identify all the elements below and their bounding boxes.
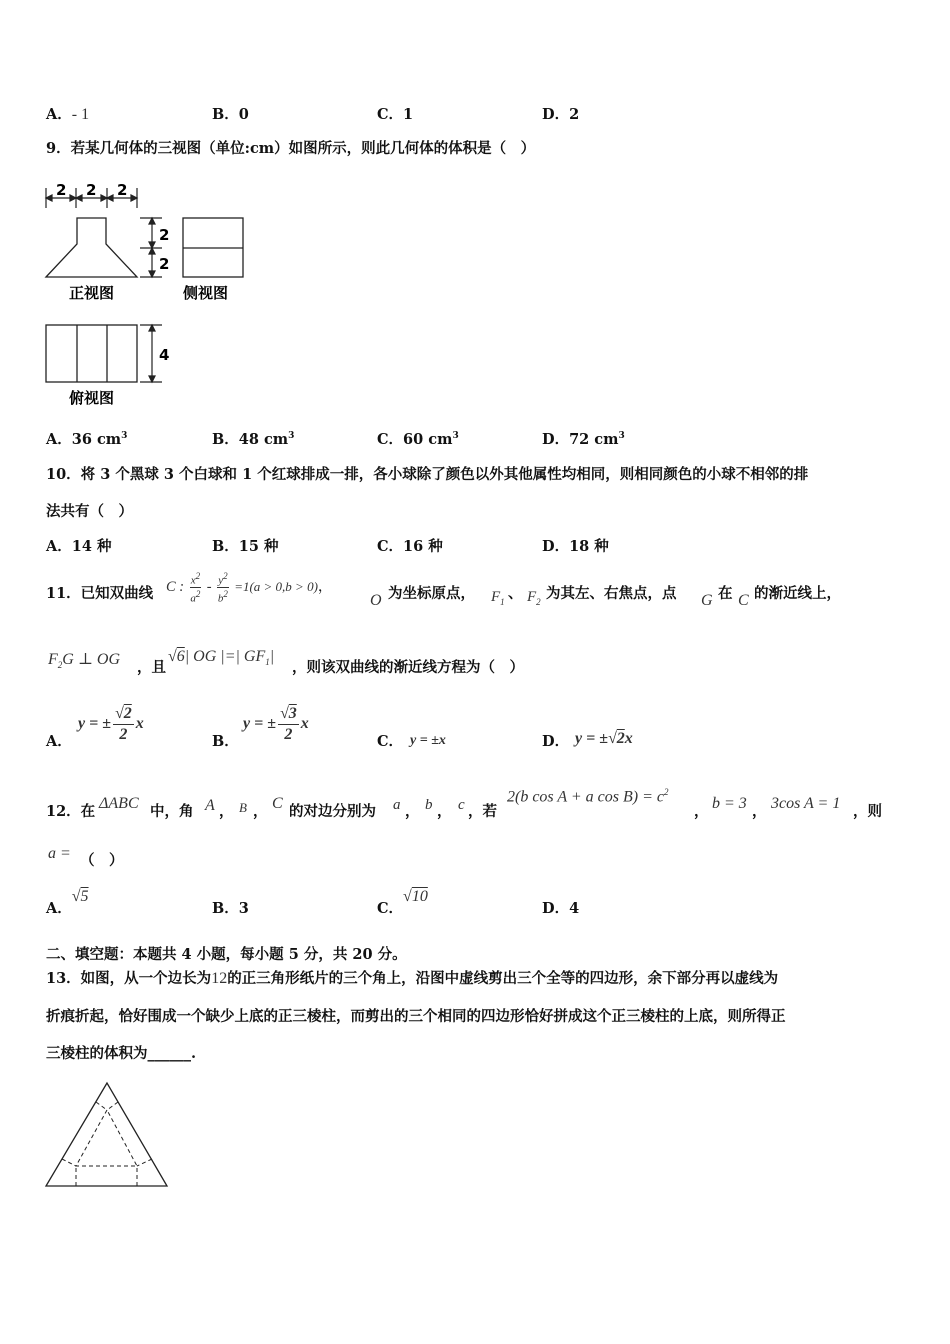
q9-option-d: D．72 $cm^3$ bbox=[542, 431, 625, 448]
q10-stem-line2: 法共有（ ） bbox=[46, 503, 133, 520]
q10-stem-line1: 10．将 3 个黑球 3 个白球和 1 个红球排成一排，各小球除了颜色以外其他属性均相同，则相同颜色的小球不相邻的排 bbox=[46, 466, 809, 483]
q12-side-b: b bbox=[425, 797, 433, 813]
q11-hyperbola-equation: C : $\frac{x^2}{a^2}$ - $\frac{y^2}{b^2}$ =1(a > 0,b > 0)， bbox=[166, 571, 333, 605]
q12-prefix: 12．在 bbox=[46, 803, 96, 820]
q8-option-b: B．0 bbox=[212, 106, 249, 123]
dim-top-2: 2 bbox=[86, 181, 97, 199]
q12-comma-2: ， bbox=[253, 803, 268, 820]
q11-text-asymptote: 的渐近线上， bbox=[754, 585, 841, 602]
q8-option-c: C．1 bbox=[377, 106, 414, 123]
q11-question: ，则该双曲线的渐近线方程为（ ） bbox=[292, 659, 524, 676]
q13-line1: 13．如图，从一个边长为12的正三角形纸片的三个角上，沿图中虚线剪出三个全等的四边形，余下部分再以虚线为 bbox=[46, 970, 779, 987]
q9-option-a: A．36 $cm^3$ bbox=[46, 431, 128, 448]
dim-depth: 4 bbox=[159, 346, 170, 364]
q11-condition-perpendicular: $F_2G$ ⊥ OG bbox=[48, 651, 120, 671]
q12-comma-4: ， bbox=[437, 803, 452, 820]
q12-question-paren: （ ） bbox=[80, 852, 124, 869]
q10-option-a: A．14 种 bbox=[46, 538, 112, 555]
q12-comma-5: ， bbox=[694, 803, 709, 820]
q12-text-angle: 中，角 bbox=[150, 803, 194, 820]
top-view bbox=[46, 325, 137, 382]
section-fill-in-heading: 二、填空题：本题共 4 小题，每小题 5 分，共 20 分。 bbox=[46, 946, 407, 963]
q11-option-a-label: A． bbox=[46, 733, 72, 750]
q11-text-origin: 为坐标原点， bbox=[388, 585, 475, 602]
q9-stem: 9．若某几何体的三视图（单位:cm）如图所示，则此几何体的体积是（ ） bbox=[46, 140, 536, 157]
q10-option-b: B．15 种 bbox=[212, 538, 279, 555]
q12-equation-3: 3cos A = 1 bbox=[771, 795, 841, 812]
q11-f1: $F_1$ bbox=[491, 589, 505, 607]
q8-option-a: A．- 1 bbox=[46, 106, 90, 123]
q11-prefix: 11．已知双曲线 bbox=[46, 585, 154, 602]
q11-text-on: 在 bbox=[718, 585, 733, 602]
label-front-view: 正视图 bbox=[69, 284, 115, 302]
q11-f2: $F_2$ bbox=[527, 589, 541, 607]
q11-option-a: y = ± $\frac{√2}{2}$ x bbox=[78, 705, 144, 743]
dim-side-1: 2 bbox=[159, 226, 170, 244]
q11-option-d-label: D． bbox=[542, 733, 570, 750]
q11-option-c-label: C． bbox=[377, 733, 404, 750]
q9-option-b: B．48 $cm^3$ bbox=[212, 431, 295, 448]
q12-text-if: ，若 bbox=[468, 803, 497, 820]
q12-angle-b: B bbox=[239, 800, 247, 815]
q13-triangle-figure bbox=[46, 1083, 167, 1186]
q12-angle-a: A bbox=[205, 797, 215, 814]
label-side-view: 侧视图 bbox=[183, 284, 229, 302]
dim-top-1: 2 bbox=[56, 181, 67, 199]
q12-option-c: C．√10 bbox=[377, 888, 428, 917]
q11-point-g: G bbox=[701, 592, 713, 609]
q10-option-d: D．18 种 bbox=[542, 538, 609, 555]
q12-option-b: B．3 bbox=[212, 900, 249, 917]
q12-triangle: ΔABC bbox=[99, 795, 139, 812]
q11-option-b-label: B． bbox=[212, 733, 239, 750]
q12-comma-6: ， bbox=[752, 803, 767, 820]
q13-line3: 三棱柱的体积为______. bbox=[46, 1045, 197, 1062]
q12-option-a: A．√5 bbox=[46, 888, 89, 917]
dim-top-3: 2 bbox=[117, 181, 128, 199]
q12-text-then: ，则 bbox=[853, 803, 882, 820]
q12-option-d: D．4 bbox=[542, 900, 580, 917]
q10-option-c: C．16 种 bbox=[377, 538, 443, 555]
dim-side-2: 2 bbox=[159, 255, 170, 273]
q11-option-c: y = ±x bbox=[410, 733, 446, 748]
q12-side-c: c bbox=[458, 797, 465, 813]
q12-text-sides: 的对边分别为 bbox=[289, 803, 376, 820]
q11-option-d: y = ±√2x bbox=[575, 730, 633, 747]
q12-angle-c: C bbox=[272, 795, 283, 812]
q12-comma-1: ， bbox=[219, 803, 234, 820]
label-top-view: 俯视图 bbox=[69, 389, 115, 407]
q11-origin-o: O bbox=[370, 592, 382, 609]
q12-comma-3: ， bbox=[405, 803, 420, 820]
q12-question-a: a = bbox=[48, 845, 71, 862]
q11-separator: 、 bbox=[508, 585, 523, 602]
q13-line2: 折痕折起，恰好围成一个缺少上底的正三棱柱，而剪出的三个相同的四边形恰好拼成这个正三棱柱的上底，则所得正 bbox=[46, 1008, 786, 1025]
q11-text-and: ，且 bbox=[137, 659, 166, 676]
q11-curve-c: C bbox=[738, 592, 749, 609]
q12-equation-1: 2(b cos A + a $\cos B) = c^2$ bbox=[507, 787, 669, 806]
q11-option-b: y = ± $\frac{√3}{2}$ x bbox=[243, 705, 309, 743]
q12-side-a: a bbox=[393, 797, 401, 813]
q11-text-foci: 为其左、右焦点，点 bbox=[546, 585, 677, 602]
q9-option-c: C．60 $cm^3$ bbox=[377, 431, 459, 448]
front-view bbox=[46, 218, 137, 277]
q11-condition-length: √6| OG |=| $GF_1|$ bbox=[168, 648, 275, 668]
q8-option-d: D．2 bbox=[542, 106, 580, 123]
q12-equation-2: b = 3 bbox=[712, 795, 747, 812]
